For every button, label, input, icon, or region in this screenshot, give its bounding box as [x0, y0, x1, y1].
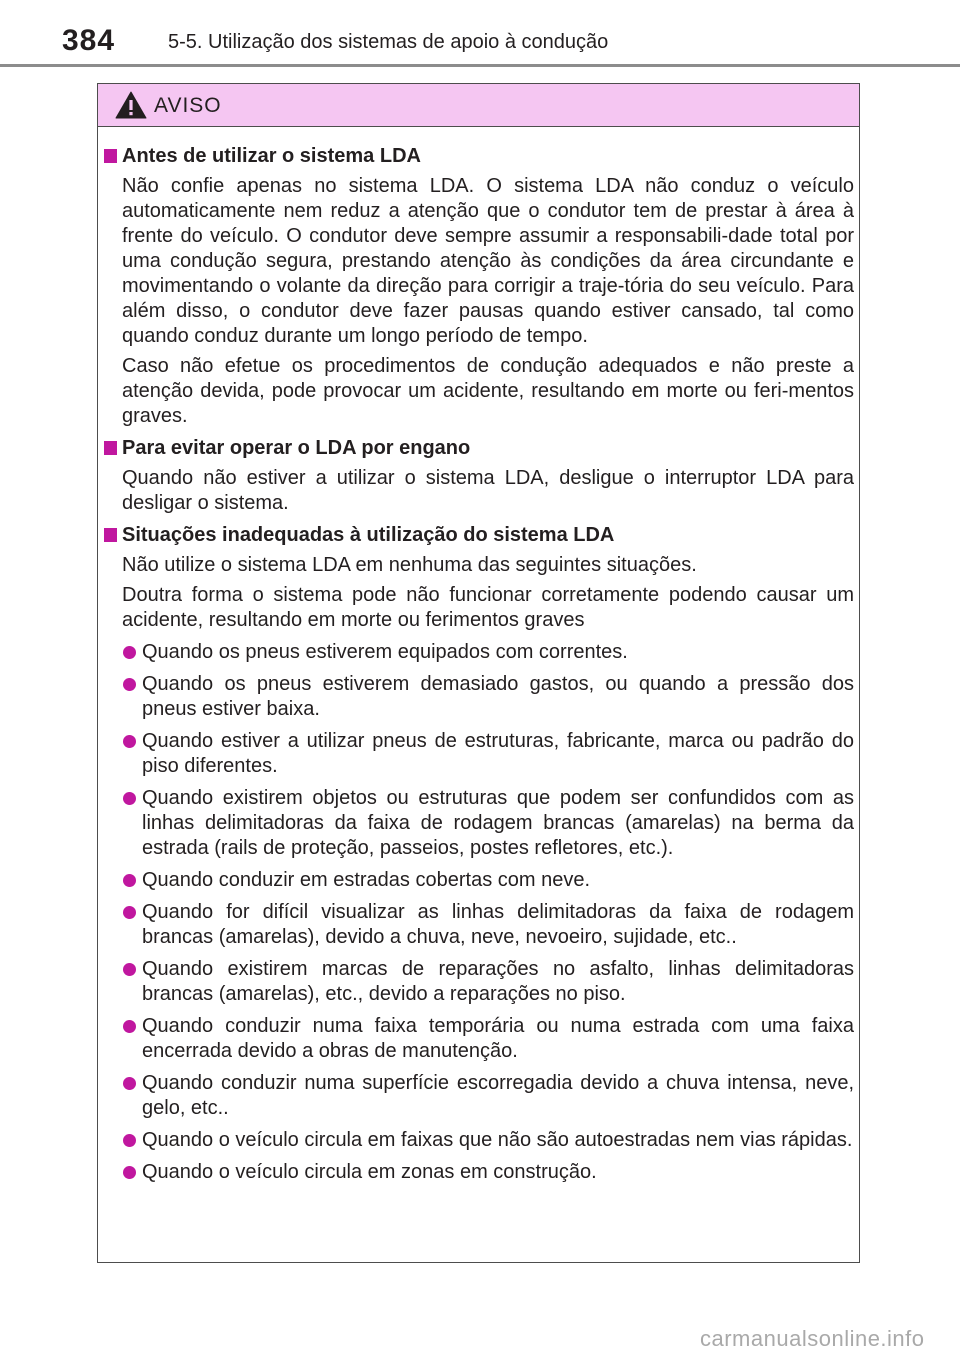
list-item: Quando os pneus estiverem equipados com correntes. — [142, 640, 854, 665]
circle-bullet-icon — [123, 906, 136, 919]
list-item: Quando o veículo circula em zonas em construção. — [142, 1160, 854, 1185]
circle-bullet-icon — [123, 874, 136, 887]
list-item: Quando os pneus estiverem demasiado gastos, ou quando a pressão dos pneus estiver baixa. — [142, 672, 854, 722]
warning-header — [98, 84, 859, 127]
circle-bullet-icon — [123, 1077, 136, 1090]
circle-bullet-icon — [123, 735, 136, 748]
circle-bullet-icon — [123, 1020, 136, 1033]
list-item: Quando conduzir em estradas cobertas com neve. — [142, 868, 854, 893]
section-title: Antes de utilizar o sistema LDA — [104, 144, 854, 169]
circle-bullet-icon — [123, 1166, 136, 1179]
circle-bullet-icon — [123, 963, 136, 976]
paragraph: Não utilize o sistema LDA em nenhuma das seguintes situações. — [122, 554, 697, 576]
list-item: Quando conduzir numa faixa temporária ou numa estrada com uma faixa encerrada devido a obras de manutenção. — [142, 1014, 854, 1064]
square-bullet-icon — [104, 528, 117, 542]
list-item: Quando estiver a utilizar pneus de estruturas, fabricante, marca ou padrão do piso diferentes. — [142, 729, 854, 779]
paragraph: Quando não estiver a utilizar o sistema LDA, desligue o interruptor LDA para desligar o sistema. — [122, 467, 854, 514]
circle-bullet-icon — [123, 678, 136, 691]
list-item: Quando existirem marcas de reparações no asfalto, linhas delimitadoras brancas (amarelas), etc., devido a reparações no piso. — [142, 957, 854, 1007]
chapter-title: 5-5. Utilização dos sistemas de apoio à condução — [168, 31, 609, 53]
warning-triangle-icon — [115, 91, 147, 119]
circle-bullet-icon — [123, 792, 136, 805]
list-item: Quando o veículo circula em faixas que não são autoestradas nem vias rápidas. — [142, 1128, 854, 1153]
list-item: Quando for difícil visualizar as linhas delimitadoras da faixa de rodagem brancas (amarelas), devido a chuva, neve, nevoeiro, sujidade, etc.. — [142, 900, 854, 950]
watermark: carmanualsonline.info — [700, 1326, 925, 1351]
section-title: Situações inadequadas à utilização do sistema LDA — [104, 523, 854, 548]
warning-label: AVISO — [154, 94, 222, 117]
circle-bullet-icon — [123, 646, 136, 659]
square-bullet-icon — [104, 441, 117, 455]
paragraph: Doutra forma o sistema pode não funcionar corretamente podendo causar um acidente, resultando em morte ou ferimentos graves — [122, 584, 854, 631]
paragraph: Caso não efetue os procedimentos de condução adequados e não preste a atenção devida, pode provocar um acidente, resultando em morte ou feri-mentos graves. — [122, 355, 854, 427]
page-number: 384 — [62, 24, 116, 57]
circle-bullet-icon — [123, 1134, 136, 1147]
warning-box — [97, 83, 860, 1263]
square-bullet-icon — [104, 149, 117, 163]
header-divider — [0, 64, 960, 67]
warning-content — [104, 144, 854, 1185]
paragraph: Não confie apenas no sistema LDA. O sistema LDA não conduz o veículo automaticamente nem reduz a atenção que o condutor tem de prestar à área à frente do veículo. O condutor deve sempre assumir a responsabili-dade total por uma condução segura, prestando atenção às condições da área circundante e movimentando o volante da direção para corrigir a traje-tória do seu veículo. Para além disso, o condutor deve fazer pausas quando estiver cansado, tal como quando conduz durante um longo período de tempo. — [122, 175, 854, 347]
list-item: Quando conduzir numa superfície escorregadia devido a chuva intensa, neve, gelo, etc.. — [142, 1071, 854, 1121]
list-item: Quando existirem objetos ou estruturas que podem ser confundidos com as linhas delimitadoras da faixa de rodagem brancas (amarelas) na berma da estrada (rails de proteção, passeios, postes refletores, etc.). — [142, 786, 854, 861]
section-title: Para evitar operar o LDA por engano — [104, 436, 854, 461]
